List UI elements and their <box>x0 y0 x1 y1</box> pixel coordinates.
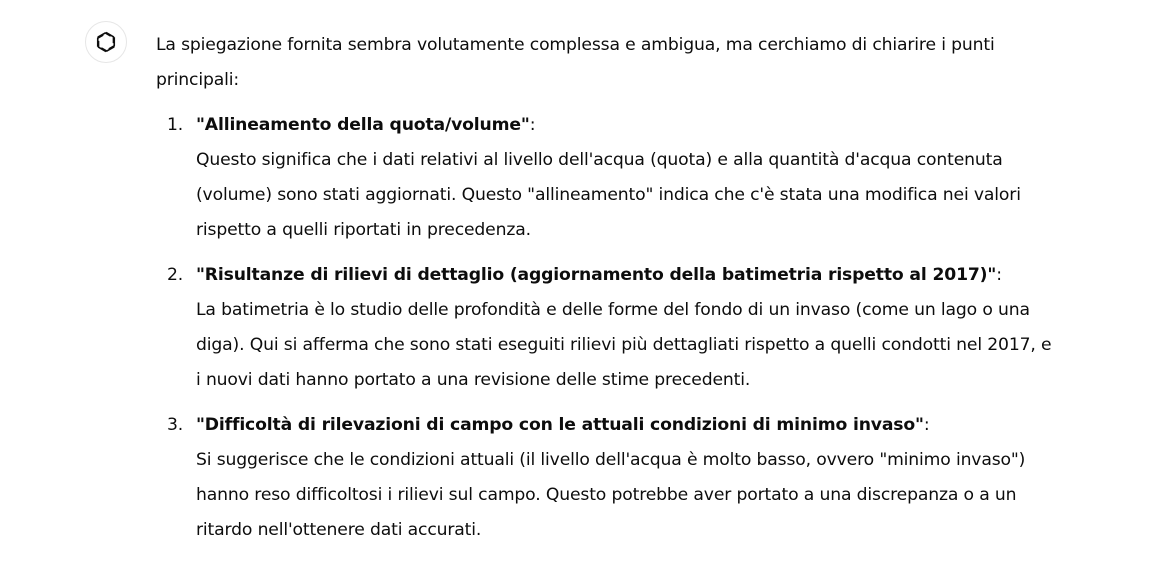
list-item <box>156 408 1056 548</box>
list-item-number: 3. <box>167 415 184 435</box>
list-item-heading <box>196 408 1056 443</box>
list-item-heading <box>196 258 1056 293</box>
list-item-body: Si suggerisce che le condizioni attuali (il livello dell'acqua è molto basso, ovvero "minimo invaso") hanno reso difficoltosi i rilievi sul campo. Questo potrebbe aver portato a una discrepanza o a un ritardo nell'ottenere dati accurati. <box>196 450 1026 540</box>
assistant-message <box>156 28 1056 558</box>
list-item <box>156 108 1056 248</box>
list-item-colon: : <box>529 115 536 135</box>
list-item <box>156 258 1056 398</box>
list-item-heading <box>196 108 1056 143</box>
message-intro: La spiegazione fornita sembra volutamente complessa e ambigua, ma cerchiamo di chiarire i punti principali: <box>156 35 995 90</box>
list-item-title: "Risultanze di rilievi di dettaglio (aggiornamento della batimetria rispetto al 2017)" <box>196 265 997 285</box>
list-item-number: 1. <box>167 115 184 135</box>
list-item-colon: : <box>923 415 930 435</box>
list-item-body: Questo significa che i dati relativi al livello dell'acqua (quota) e alla quantità d'acqua contenuta (volume) sono stati aggiornati. Questo "allineamento" indica che c'è stata una modifica nei valori rispetto a quelli riportati in precedenza. <box>196 150 1021 240</box>
list-item-title: "Difficoltà di rilevazioni di campo con le attuali condizioni di minimo invaso" <box>196 415 924 435</box>
numbered-list <box>156 108 1056 548</box>
list-item-number: 2. <box>167 265 184 285</box>
openai-logo-icon <box>93 29 119 55</box>
list-item-colon: : <box>996 265 1002 285</box>
list-item-title: "Allineamento della quota/volume" <box>196 115 530 135</box>
assistant-avatar <box>85 21 127 63</box>
list-item-body: La batimetria è lo studio delle profondità e delle forme del fondo di un invaso (come un lago o una diga). Qui si afferma che sono stati eseguiti rilievi più dettagliati rispetto a quelli condotti nel 2017, e i nuovi dati hanno portato a una revisione delle stime precedenti. <box>196 300 1052 390</box>
